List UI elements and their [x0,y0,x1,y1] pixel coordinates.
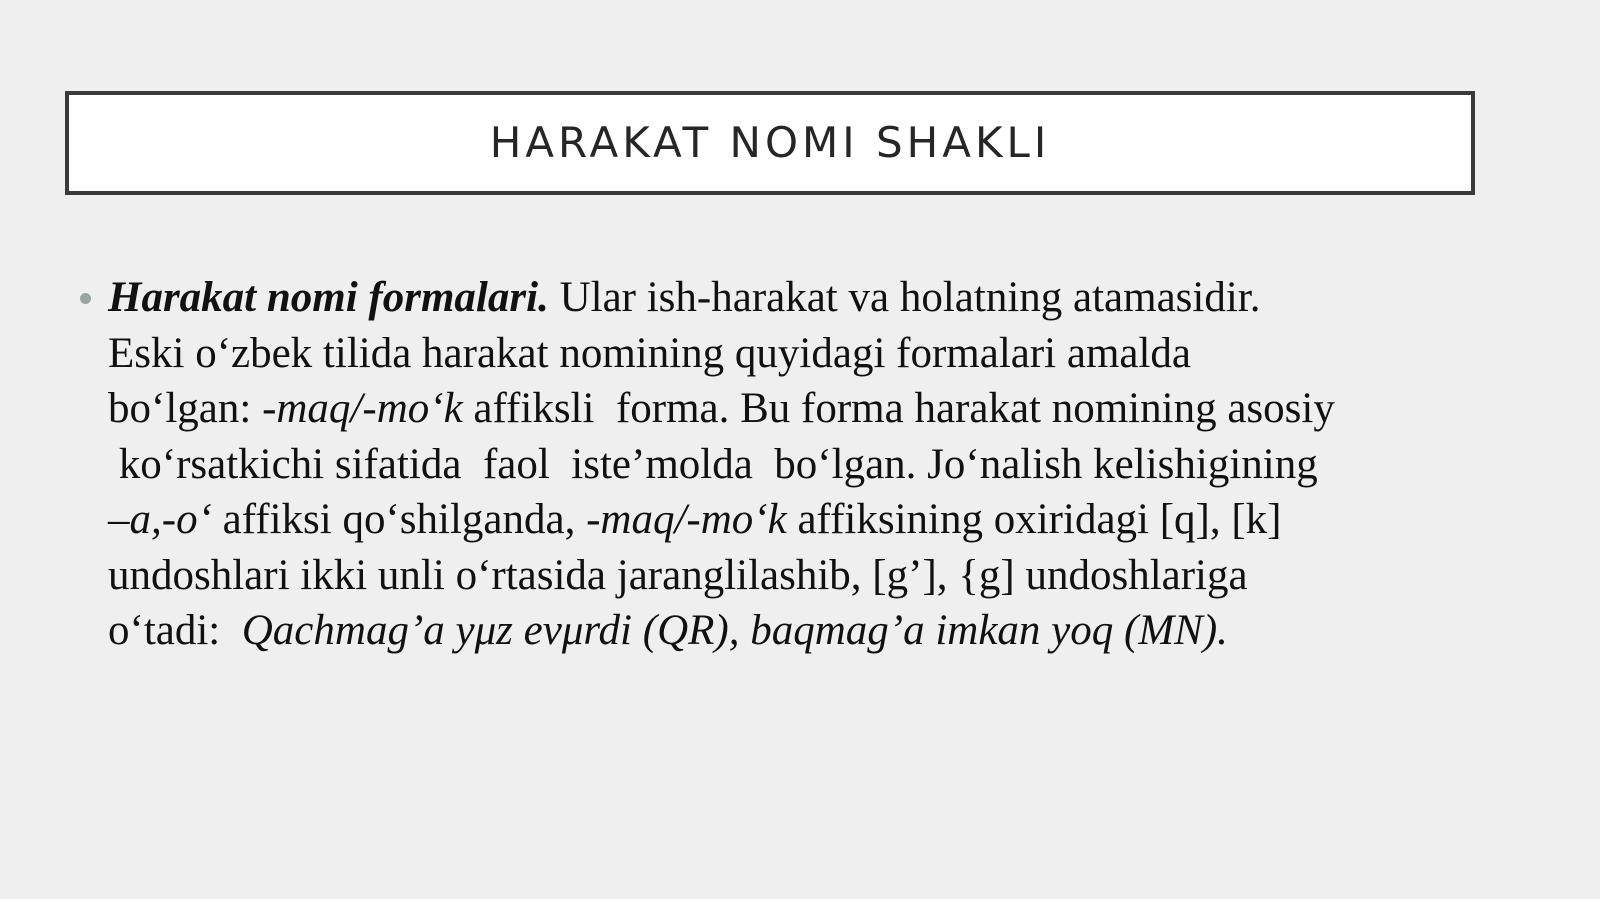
line-text: affiksi qo‘shilganda, [211,496,587,543]
paragraph-line-6 [108,548,1458,604]
slide-title: HARAKAT NOMI SHAKLI [489,117,1051,167]
affix-example: –a,-o‘ [108,496,212,543]
bullet-item [78,270,1458,659]
paragraph-line-2 [108,326,1458,382]
line-text: Eski o‘zbek tilida harakat nomining quyidagi formalari amalda [108,329,1192,377]
term-heading: Harakat nomi formalari. [108,274,549,321]
line-text: o‘tadi: [108,607,242,654]
line-text: affiksining oxiridagi [q], [k] [786,496,1282,543]
slide-content [78,270,1458,659]
line-text: Ular ish-harakat va holatning atamasidir. [548,274,1261,321]
affix-example: -maq/-mo‘k [586,496,787,543]
line-text: bo‘lgan: [108,385,263,432]
paragraph-line-3 [108,381,1458,437]
paragraph-line-4 [108,437,1458,493]
paragraph-line-7 [108,603,1458,659]
line-text: ko‘rsatkichi sifatida faol iste’molda bo‘lgan. Jo‘nalish kelishigining [108,440,1318,488]
example-sentence: Qachmag’a yμz evμrdi (QR), baqmag’a imkan yoq (MN). [241,607,1228,654]
bullet-dot-icon [80,293,91,304]
affix-example: -maq/-mo‘k [262,385,463,432]
line-text: affiksli forma. Bu forma harakat nomining asosiy [462,385,1335,432]
paragraph-line-1 [108,270,1458,326]
paragraph-line-5 [108,492,1458,548]
bullet-paragraph [108,270,1458,659]
line-text: undoshlari ikki unli o‘rtasida jaranglilashib, [g’], {g] undoshlariga [108,551,1248,599]
slide-title-box [65,91,1475,195]
